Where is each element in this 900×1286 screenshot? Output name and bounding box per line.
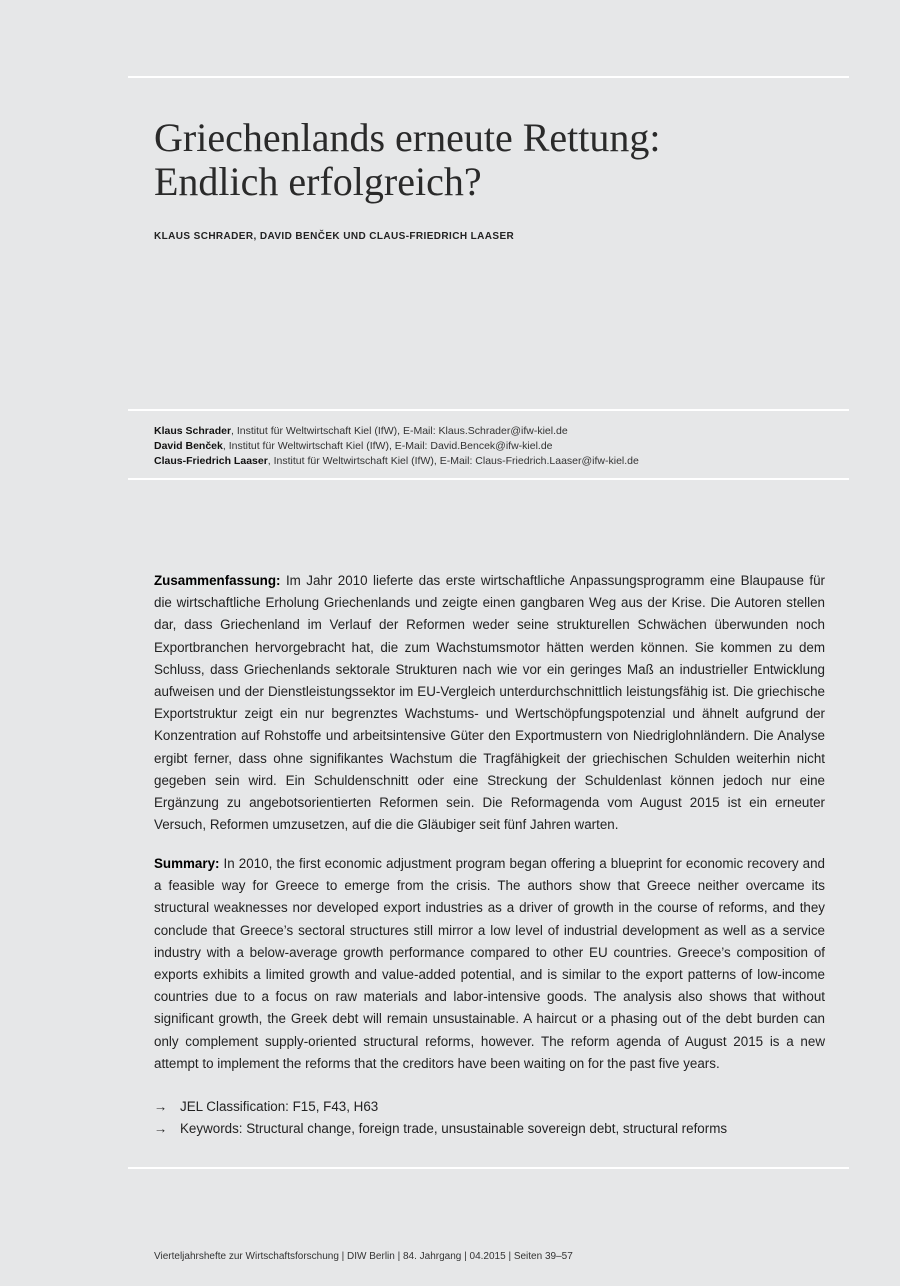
arrow-right-icon: → bbox=[154, 1099, 168, 1114]
jel-classification bbox=[154, 1096, 844, 1118]
affiliation-item bbox=[154, 454, 844, 469]
summary-text: In 2010, the first economic adjustment program began offering a blueprint for economic recovery and a feasible way for Greece to emerge from the crisis. The authors show that Greece neither overcame its structural weaknesses nor developed export industries as a driver of growth in the course of reforms, and they conclude that Greece’s sectoral structures still mirror a low level of industrial development as well as a service industry with a below-average growth performance compared to other EU countries. Greece’s composition of exports exhibits a limited growth and value-added potential, and is similar to the export patterns of low-income countries due to a focus on raw materials and labor-intensive goods. The analysis also shows that without significant growth, the Greek debt will remain unsustainable. A haircut or a phasing out of the debt burden can only complement supply-oriented structural reforms, however. The reform agenda of August 2015 is a new attempt to implement the reforms that the creditors have been waiting on for the past five years. bbox=[154, 856, 825, 1071]
affiliation-detail: , Institut für Weltwirtschaft Kiel (IfW), E-Mail: Klaus.Schrader@ifw-kiel.de bbox=[231, 425, 568, 437]
keywords-text: Keywords: Structural change, foreign trade, unsustainable sovereign debt, structural reforms bbox=[180, 1121, 728, 1136]
bottom-rule bbox=[128, 1167, 849, 1169]
top-rule bbox=[128, 76, 849, 78]
affiliation-name: Claus-Friedrich Laaser bbox=[154, 455, 268, 467]
summary-paragraph bbox=[154, 853, 825, 1075]
journal-footer: Vierteljahrshefte zur Wirtschaftsforschung | DIW Berlin | 84. Jahrgang | 04.2015 | Seiten 39–57 bbox=[154, 1251, 573, 1262]
affiliation-name: Klaus Schrader bbox=[154, 425, 232, 437]
affiliation-item bbox=[154, 424, 844, 439]
title-line-1: Griechenlands erneute Rettung: bbox=[154, 115, 661, 160]
jel-text: JEL Classification: F15, F43, H63 bbox=[180, 1099, 379, 1114]
affiliation-top-rule bbox=[128, 409, 849, 411]
author-list: KLAUS SCHRADER, DAVID BENČEK UND CLAUS-FRIEDRICH LAASER bbox=[154, 231, 515, 242]
affiliation-bottom-rule bbox=[128, 478, 849, 480]
article-title bbox=[154, 116, 844, 204]
affiliation-item bbox=[154, 439, 844, 454]
zusammenfassung-text: Im Jahr 2010 lieferte das erste wirtschaftliche Anpassungsprogramm eine Blaupause für die wirtschaftliche Erholung Griechenlands und zeigte einen gangbaren Weg aus der Krise. Die Autoren stellen dar, dass Griechenland im Verlauf der Reformen weder seine strukturellen Schwächen überwunden noch Exportbranchen hervorgebracht hat, die zum Wachstumsmotor hätten werden können. Sie kommen zu dem Schluss, dass Griechenlands sektorale Strukturen nach wie vor ein geringes Maß an industrieller Entwicklung aufweisen und der Dienstleistungssektor im EU-Vergleich unterdurchschnittlich leistungsfähig ist. Die griechische Exportstruktur zeigt ein nur begrenztes Wachstums- und Wertschöpfungspotenzial und ähnelt aufgrund der Konzentration auf Rohstoffe und arbeitsintensive Güter den Exportmustern von Niedriglohnländern. Die Analyse ergibt ferner, dass ohne signifikantes Wachstum die Tragfähigkeit der griechischen Schulden weiterhin nicht gegeben sein wird. Ein Schuldenschnitt oder eine Streckung der Schuldenlast können jedoch nur eine Ergänzung zu angebotsorientierten Reformen sein. Die Reformagenda vom August 2015 ist ein erneuter Versuch, Reformen umzusetzen, auf die die Gläubiger seit fünf Jahren warten. bbox=[154, 573, 825, 833]
affiliation-detail: , Institut für Weltwirtschaft Kiel (IfW), E-Mail: Claus-Friedrich.Laaser@ifw-kiel.de bbox=[267, 455, 639, 467]
zusammenfassung-label: Zusammenfassung: bbox=[154, 573, 281, 588]
affiliations bbox=[154, 424, 844, 469]
summary-label: Summary: bbox=[154, 856, 220, 871]
classification-list bbox=[154, 1096, 844, 1140]
affiliation-detail: , Institut für Weltwirtschaft Kiel (IfW), E-Mail: David.Bencek@ifw-kiel.de bbox=[222, 440, 553, 452]
title-line-2: Endlich erfolgreich? bbox=[154, 159, 482, 204]
affiliation-name: David Benček bbox=[154, 440, 223, 452]
arrow-right-icon: → bbox=[154, 1121, 168, 1136]
keywords bbox=[154, 1118, 844, 1140]
zusammenfassung-paragraph bbox=[154, 570, 825, 836]
